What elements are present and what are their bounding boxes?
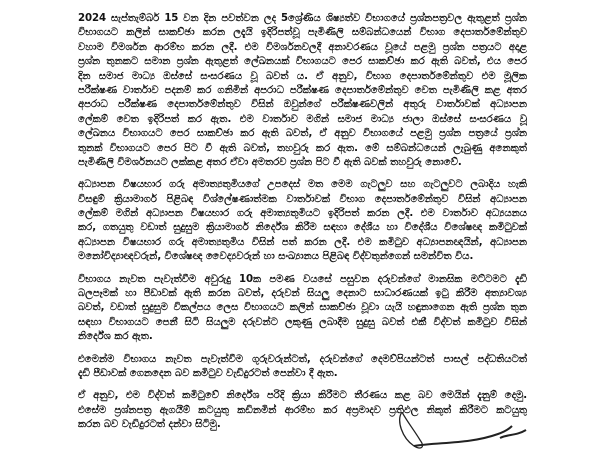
text-line: ප්‍රශ්න තුනකට සමාන ප්‍රශ්න ඇතුළත් ලේඛනයක් විභාගයට පෙර සාකච්ඡා කර ඇති බවත්, එය පෙර [78,56,527,68]
text-line: ලේකම් මගින් අධ්‍යාපන විෂයභාර ගරු අමාත්‍යතුමියට ඉදිරිපත් කරන ලදී. එම වාර්තාව අධ්‍යයනය [78,208,527,220]
text-line: විභාගය නැවත පැවැත්වීම අවුරුදු 10ක පමණ වයසේ පසුවන දරුවන්ගේ මානසික මට්ටමට දැඩි [78,273,527,285]
text-line: කර, ගතයුතු වඩාත් සුදුසුම ක්‍රියාමාර්ග නිර්දේශ කිරීම සඳහා දේශීය හා විදේශීය විශේෂඥ කමිටුවක් [78,222,527,234]
text-line: පරීක්ෂණ වාර්තාව පදනම් කර ගනිමින් අපරාධ පරීක්ෂණ දෙපාර්තමේන්තුව වෙත පැමිණිලි කළ අතර [78,84,527,96]
paragraph [78,12,527,170]
text-line: 2024 සැප්තැම්බර් 15 වන දින පවත්වන ලද 5ශ්‍රේණිය ශිෂ්‍යත්ව විභාගයේ ප්‍රශ්නපත්‍රවල ඇතුළත් ප්‍රශ්න [78,13,527,24]
text-line: අධ්‍යාපන විෂයභාර ගරු අමාත්‍යතුමියගේ උපදෙස් මත මෙම ගැටලුව සහ ගැටලුවට ලබාදිය හැකි [78,179,527,191]
text-line: තුනක් විභාගයට පෙර පිට වී ඇති බවත්, තහවුරු කර ඇත. මේ සම්බන්ධයෙන් ලැබුණු අනෙකුත් [78,142,527,154]
paragraph [78,273,527,345]
text-line: ඒ අනුව, එම විද්වත් කමිටුවේ නිර්දේශ පරිදි ක්‍රියා කිරීමට තීරණය කළ බව මෙයින් දැනුම් දෙමු. [78,390,527,402]
text-line: විභාගයට කලින් සාකච්ඡා කරන ලදැයි ඉදිරිපත්වූ පැමිණිලි සම්බන්ධයෙන් විභාග දෙපාර්තමේන්තුව [78,27,527,39]
text-line: එමෙන්ම විභාගය නැවත පැවැත්වීම ගුරුවරුන්ටත්, දරුවන්ගේ දෙමව්පියන්ටත් පාසල් පද්ධතියටත් [78,353,527,365]
text-line: පැමිණිලි විමර්ශනයට ලක්කළ අතර ඒවා අමතරව ප්‍රශ්න පිට වී ඇති බවක් තහවුරු නොවේ. [78,156,462,168]
text-line: අපරාධ පරීක්ෂණ දෙපාර්තමේන්තුව විසින් ඔවුන්ගේ පරීක්ෂණවලින් අතුරු වාර්තාවක් අධ්‍යාපන [78,99,527,111]
text-line: මනෝවිද්‍යාඥවරුන්, විශේෂඥ වෛද්‍යවරුන් හා සංඛ්‍යානය පිළිබඳ විද්වතුන්ගෙන් සමන්විත විය. [78,251,474,263]
text-line: ලේඛනය විභාගයට පෙර සාකච්ඡා කර ඇති බවත්, ඒ අනුව විභාගයේ පළමු ප්‍රශ්න පත්‍රයේ ප්‍රශ්න [78,128,527,140]
text-line: ලේකම් වෙත ඉදිරිපත් කර ඇත. එම වාර්තාව මගින් සමාජ මාධ්‍ය ජාලා ඔස්සේ සංසරණය වූ [78,113,527,125]
text-line: බලපෑමක් හා පීඩාවක් ඇති කරන බවත්, දරුවන් සියලු දෙනාට සාධාරණයක් ඉටු කිරීම අත්‍යාවශ්‍ය [78,288,527,300]
text-line: සඳහා විභාගයට පෙනී සිටි සියලුම දරුවන්ට ලකුණු ලබාදීම සුදුසු බවත් එකී විද්වත් කමිටුව විසින් [78,316,527,328]
text-line: දින සමාජ මාධ්‍ය ඔස්සේ සංසරණය වූ බවත් ය. ඒ අනුව, විභාග දෙපාර්තමේන්තුව එම මූලික [78,70,527,82]
text-line: කරන බව වැඩිදුරටත් දන්වා සිටිමු. [78,419,221,431]
paragraph [78,178,527,264]
text-line: එසේම ප්‍රශ්නපත්‍ර ඇගයීම් කටයුතු කඩිනමින් ආරම්භ කර අප්‍රමාදව ප්‍රතිඵල නිකුත් කිරීමට කටයුතු [78,404,527,416]
text-line: නිර්දේශ කර ඇත. [78,331,153,343]
text-line: බවත්, වඩාත් සුදුසුම විකල්පය ලෙස විභාගයට කලින් සාකච්ඡා වූවා යැයි හඳුනාගෙන ඇති ප්‍රශ්න තුන [78,302,527,314]
document-body [78,12,527,441]
text-line: විසඳුම් ක්‍රියාමාර්ග පිළිබඳ විශ්ලේෂණාත්මක වාර්තාවක් විභාග දෙපාර්තමේන්තුව විසින් අධ්‍යාපන [78,193,527,205]
text-line: අධ්‍යාපන විෂයභාර ගරු අමාත්‍යතුමිය විසින් පත් කරන ලදී. එම කමිටුව අධ්‍යාපනඥයින්, අධ්‍යාපන [78,236,527,248]
paragraph [78,353,527,382]
signature-icon [380,412,540,452]
text-line: වහාම විමර්ශන ආරම්භ කරන ලදී. එම විමර්ශනවලදී අනාවරණය වූයේ පළමු ප්‍රශ්න පත්‍රයට අදාළ [78,41,527,53]
text-line: දැඩි පීඩාවක් ගෙනදෙන බව කමිටුව වැඩිදුරටත් පෙන්වා දී ඇත. [78,367,338,379]
